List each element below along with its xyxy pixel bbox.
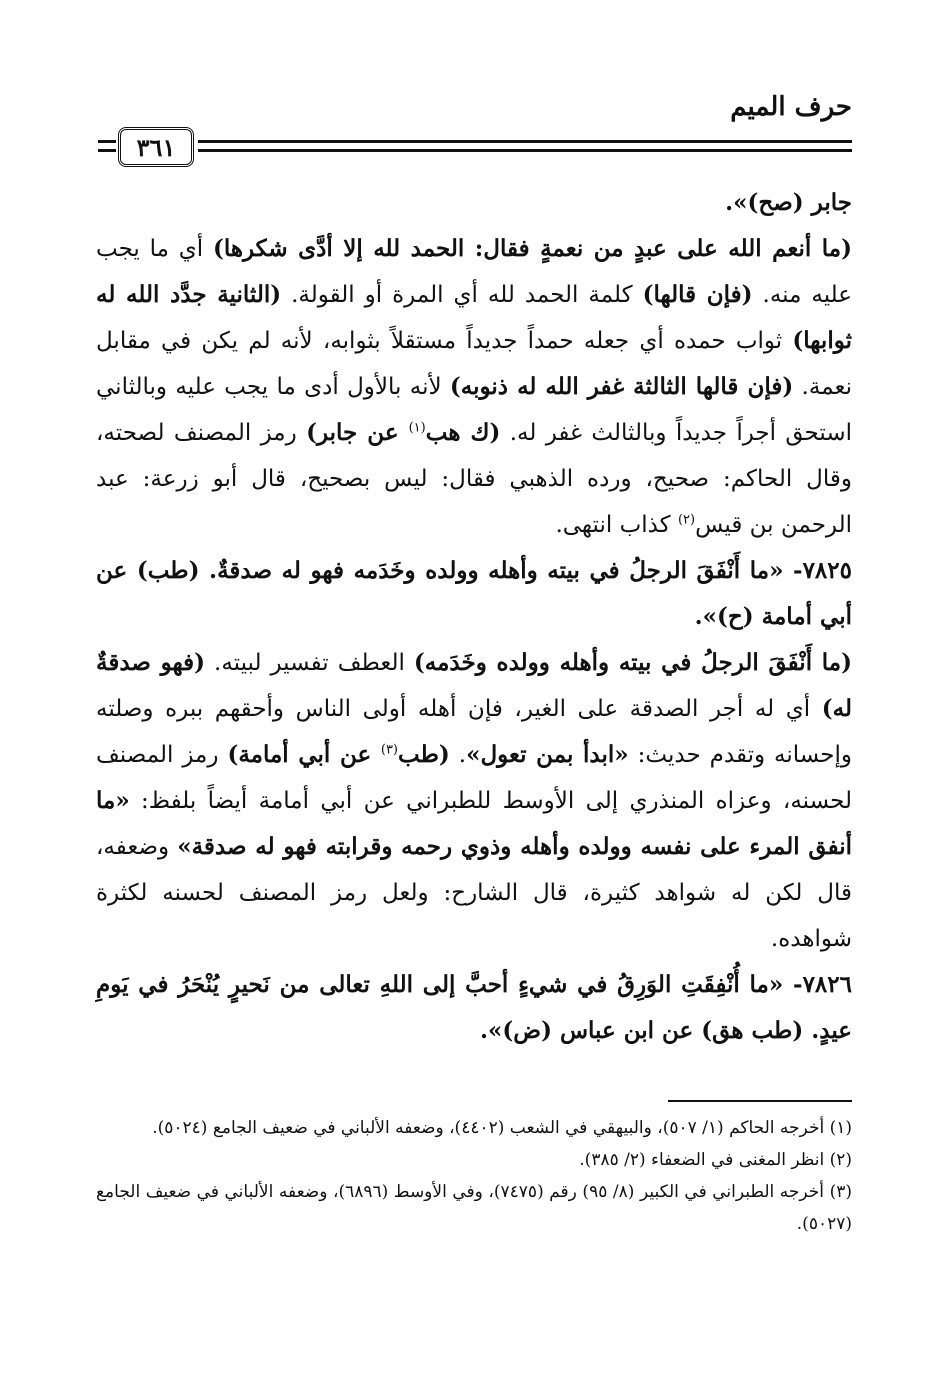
commentary-text: رمز المصنف لحسنه، وعزاه المنذري إلى الأوسط للطبراني عن أبي أمامة أيضاً بلفظ: xyxy=(96,742,852,814)
commentary-text: وضعفه، قال لكن له شواهد كثيرة، قال الشارح: ولعل رمز المصنف لحسنه لكثرة شواهده. xyxy=(96,834,852,952)
hadith-source-end: جابر (صح)». xyxy=(725,189,852,216)
footnote-2: (٢) انظر المغنى في الضعفاء (٢/ ٣٨٥). xyxy=(579,1150,852,1170)
paragraph-continuation xyxy=(96,180,852,226)
quoted-hadith-text: (ما أنعم الله على عبدٍ من نعمةٍ فقال: الحمد لله إلا أدَّى شكرها) xyxy=(212,235,852,262)
commentary-text: أي له أجر الصدقة على الغير، فإن أهله أولى الناس وأحقهم ببره وصلته وإحسانه وتقدم حديث: xyxy=(96,696,853,768)
source-reference: (طب xyxy=(398,741,450,768)
quoted-hadith-text: (فإن قالها الثالثة غفر الله له ذنوبه) xyxy=(449,373,794,400)
main-text xyxy=(96,180,852,1054)
source-reference: (ك هب xyxy=(425,419,501,446)
quoted-hadith-text: (الثانية جدَّد الله له ثوابها) xyxy=(96,281,852,354)
footnote-marker-1: (١) xyxy=(408,420,426,436)
quoted-hadith-text: (ما أَنْفَقَ الرجلُ في بيته وأهله وولده وخَدَمه) xyxy=(413,649,852,676)
page-number: ٣٦١ xyxy=(118,127,194,167)
commentary-text: ثواب حمده أي جعله حمداً جديداً مستقلاً بثوابه، لأنه لم يكن في مقابل نعمة. xyxy=(96,328,852,400)
commentary-text: . xyxy=(449,742,467,768)
footnote-1: (١) أخرجه الحاكم (١/ ٥٠٧)، والبيهقي في الشعب (٤٤٠٢)، وضعفه الألباني في ضعيف الجامع (٥٠٢٤). xyxy=(152,1118,852,1138)
quoted-hadith-text: «ابدأ بمن تعول» xyxy=(466,741,629,768)
hadith-7825: ٧٨٢٥- «ما أَنْفَقَ الرجلُ في بيته وأهله وولده وخَدَمه فهو له صدقةٌ. (طب) عن أبي أمامة (ح)». xyxy=(96,557,852,630)
source-reference: عن جابر) xyxy=(306,419,409,446)
hadith-7826: ٧٨٢٦- «ما أُنْفِقَتِ الوَرِقُ في شيءٍ أحبَّ إلى اللهِ تعالى من نَحيرٍ يُنْحَرُ في يَومِ عيدٍ. (طب هق) عن ابن عباس (ض)». xyxy=(96,971,852,1044)
commentary-text: كذاب انتهى. xyxy=(555,512,678,538)
quoted-hadith-text: «ما أنفق المرء على نفسه وولده وأهله وذوي رحمه وقرابته فهو له صدقة» xyxy=(96,787,852,860)
commentary-text: العطف تفسير لبيته. xyxy=(205,650,414,676)
header-double-rule xyxy=(198,140,852,152)
footnote-3: (٣) أخرجه الطبراني في الكبير (٨/ ٩٥) رقم (٧٤٧٥)، وفي الأوسط (٦٨٩٦)، وضعفه الألباني في ضعيف الجامع (٥٠٢٧). xyxy=(96,1182,852,1234)
footnote-marker-2: (٢) xyxy=(677,512,696,528)
footnotes xyxy=(96,1112,852,1240)
quoted-hadith-text: (فهو صدقةٌ له) xyxy=(96,649,852,722)
commentary-text: كلمة الحمد لله أي المرة أو القولة. xyxy=(281,282,643,308)
footnote-separator xyxy=(668,1100,852,1102)
running-title: حرف الميم xyxy=(730,92,852,122)
header-rule-end xyxy=(98,140,116,152)
commentary-text: رمز المصنف لصحته، وقال الحاكم: صحيح، ورده الذهبي فقال: ليس بصحيح، قال أبو زرعة: عبد الرحمن بن قيس xyxy=(96,420,852,538)
paragraph-commentary-7825 xyxy=(96,640,852,962)
source-reference: عن أبي أمامة) xyxy=(227,741,381,768)
commentary-text: أي ما يجب عليه منه. xyxy=(96,236,853,308)
footnote-marker-3: (٣) xyxy=(380,742,398,758)
paragraph-commentary-7824 xyxy=(96,226,852,548)
commentary-text: لأنه بالأول أدى ما يجب عليه وبالثاني استحق أجراً جديداً وبالثالث غفر له. xyxy=(96,374,852,446)
quoted-hadith-text: (فإن قالها) xyxy=(642,281,753,308)
